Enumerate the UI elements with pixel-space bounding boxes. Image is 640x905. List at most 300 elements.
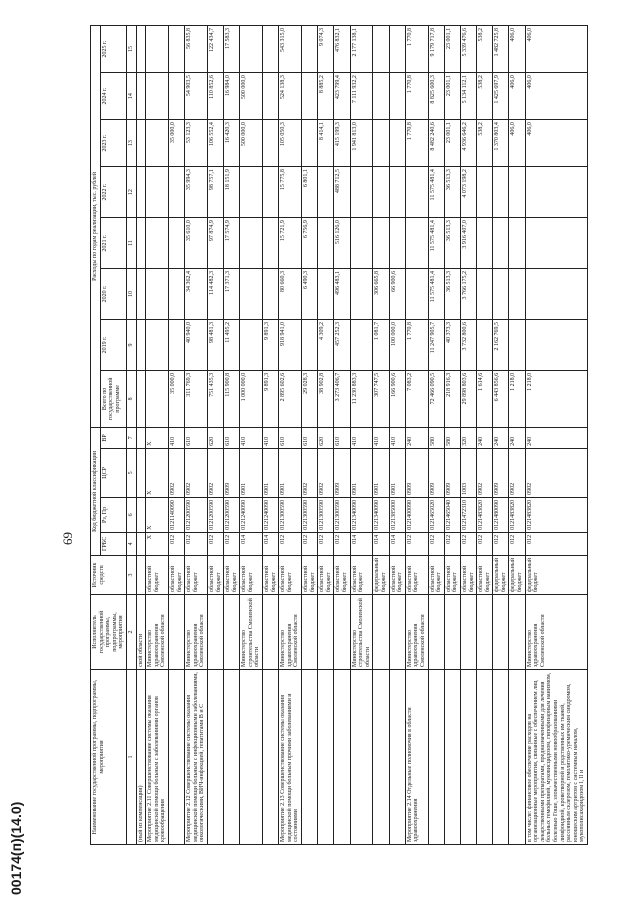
row-source-cell: областной бюджет [428, 555, 444, 594]
row-grbs-cell: 014 [263, 532, 279, 555]
row-year-cell: 6 490,3 [302, 269, 318, 320]
row-total-cell: 1 218,0 [509, 370, 525, 427]
row-vr-cell: 240 [405, 427, 428, 448]
column-number: 13 [126, 120, 136, 167]
row-total-cell: 115 900,8 [224, 370, 240, 427]
row-year-cell: 35 994,3 [185, 167, 208, 218]
row-year-cell: 98 757,1 [207, 167, 223, 218]
row-vr-cell: 620 [207, 427, 223, 448]
row-total-cell: 1 218,0 [525, 370, 587, 427]
row-rzpr-cell: 0902 [525, 448, 587, 497]
row-year-cell: 36 513,3 [444, 218, 460, 269]
row-name-cell: (ный из компенсации) [136, 670, 146, 845]
row-year-cell: 11 247 905,7 [428, 319, 444, 370]
row-total-cell: 3 273 406,7 [334, 370, 350, 427]
column-number: 12 [126, 167, 136, 218]
row-name-cell [168, 670, 184, 845]
budget-table [90, 25, 588, 845]
row-total-cell: 307 747,5 [373, 370, 389, 427]
column-number-row [126, 26, 136, 845]
row-vr-cell: 410 [389, 427, 405, 448]
row-rzpr-cell: 0909 [428, 448, 444, 497]
row-year-cell [350, 269, 373, 320]
row-executor-cell [263, 595, 279, 670]
row-year-cell [263, 167, 279, 218]
row-year-cell [493, 167, 509, 218]
row-year-cell [263, 73, 279, 120]
row-year-cell: 3 766 175,2 [460, 269, 476, 320]
row-year-cell [509, 319, 525, 370]
row-year-cell [350, 218, 373, 269]
row-year-cell [240, 319, 263, 370]
row-year-cell: 36 513,3 [444, 167, 460, 218]
row-grbs-cell [136, 532, 146, 555]
row-csr-cell: 0121140090 [168, 497, 184, 532]
row-year-cell [318, 218, 334, 269]
row-year-cell: 2 162 769,5 [493, 319, 509, 370]
row-grbs-cell: 014 [350, 532, 373, 555]
row-source-cell: областной бюджет [444, 555, 460, 594]
row-name-cell: в том числе: финансовое обеспечение расходов на организационные мероприятия, связанные с обеспечением лиц лекарственными препаратами, предназначенными для лечения больных гемофилией, муковисцидозом, гипофизарным нанизмом, болезнью Гоше, злокачественными новообразованиями лимфоидной, кроветворной и родственных им тканей, рассеянным склерозом, гемолитико-уремическим синдромом, юношеским артритом с системным началом, мукополисахаридозом I, II и [525, 670, 587, 845]
row-year-cell: 100 000,0 [389, 319, 405, 370]
row-year-cell: 4 936 646,2 [460, 120, 476, 167]
row-vr-cell: 410 [240, 427, 263, 448]
row-executor-cell: Министерство строительства Смоленской области [350, 595, 373, 670]
row-executor-cell [334, 595, 350, 670]
row-year-cell: 5 134 112,1 [460, 73, 476, 120]
row-year-cell [146, 218, 169, 269]
row-name-cell [240, 670, 263, 845]
row-year-cell: 1 482 725,8 [493, 26, 509, 73]
document-page [30, 28, 610, 845]
row-rzpr-cell: 0901 [240, 448, 263, 497]
row-csr-cell: 0121483820 [477, 497, 493, 532]
document-code: 00174(п)(14.0) [8, 801, 24, 895]
row-year-cell: 6 756,9 [302, 218, 318, 269]
table-row [334, 26, 350, 845]
row-year-cell [168, 26, 184, 73]
row-year-cell: 496 483,1 [334, 269, 350, 320]
row-vr-cell: 410 [350, 427, 373, 448]
row-grbs-cell: 012 [493, 532, 509, 555]
row-year-cell: 54 903,5 [185, 73, 208, 120]
row-year-cell: 9 179 717,8 [428, 26, 444, 73]
row-year-cell [373, 218, 389, 269]
row-source-cell [136, 555, 146, 594]
row-year-cell: 500 000,0 [240, 73, 263, 120]
row-total-cell: 9 891,3 [263, 370, 279, 427]
row-year-cell [318, 167, 334, 218]
table-row [279, 26, 302, 845]
table-row [185, 26, 208, 845]
row-year-cell [240, 218, 263, 269]
row-executor-cell [373, 595, 389, 670]
row-year-cell [493, 218, 509, 269]
row-year-cell: 40 940,0 [185, 319, 208, 370]
row-name-cell [373, 670, 389, 845]
row-year-cell: 35 000,0 [168, 120, 184, 167]
row-total-cell: 1 614,6 [477, 370, 493, 427]
row-executor-cell [207, 595, 223, 670]
table-row [405, 26, 428, 845]
column-number: 3 [126, 555, 136, 594]
header-year: 2021 г. [100, 218, 126, 269]
row-name-cell: Мероприятие 2.12 Совершенствование системы оказания медицинской помощи больным с инфекционными заболеваниями, онкологическими, ВИЧ-инфекцией, гепатитами В и С [185, 670, 208, 845]
row-csr-cell: 0121300590 [334, 497, 350, 532]
row-year-cell: 406,0 [525, 26, 587, 73]
row-year-cell: 17 583,3 [224, 26, 240, 73]
row-year-cell [302, 73, 318, 120]
row-rzpr-cell: 0902 [509, 448, 525, 497]
row-year-cell [389, 26, 405, 73]
row-total-cell: 7 083,2 [405, 370, 428, 427]
row-year-cell: 538,2 [477, 120, 493, 167]
row-grbs-cell: 012 [318, 532, 334, 555]
row-year-cell: 15 721,9 [279, 218, 302, 269]
header-year: 2020 г. [100, 269, 126, 320]
row-year-cell: 9 891,3 [263, 319, 279, 370]
row-year-cell: 3 916 407,0 [460, 218, 476, 269]
row-total-cell: 29 028,3 [302, 370, 318, 427]
row-rzpr-cell: 0902 [318, 448, 334, 497]
row-name-cell: Мероприятие 2.11 Совершенствование системы оказания медицинской помощи больным с заболеваниями органов кровообращения [146, 670, 169, 845]
row-executor-cell [428, 595, 444, 670]
row-year-cell: 15 775,8 [279, 167, 302, 218]
row-year-cell: 1 770,8 [405, 73, 428, 120]
row-grbs-cell: 012 [302, 532, 318, 555]
table-row [477, 26, 493, 845]
row-year-cell: 7 111 932,2 [350, 73, 373, 120]
row-year-cell: 406,0 [509, 73, 525, 120]
row-csr-cell: 0121200590 [185, 497, 208, 532]
row-vr-cell: 240 [509, 427, 525, 448]
row-vr-cell: Х [146, 427, 169, 448]
row-csr-cell: 0121465020 [428, 497, 444, 532]
row-year-cell: 406,0 [509, 26, 525, 73]
row-year-cell [136, 218, 146, 269]
row-total-cell: 29 898 803,6 [460, 370, 476, 427]
row-source-cell: областной бюджет [460, 555, 476, 594]
row-executor-cell [224, 595, 240, 670]
row-source-cell: областной бюджет [168, 555, 184, 594]
row-executor-cell: ской области [136, 595, 146, 670]
row-year-cell: 16 420,3 [224, 120, 240, 167]
table-row [263, 26, 279, 845]
row-total-cell: 311 769,3 [185, 370, 208, 427]
row-executor-cell: Министерство здравоохранения Смоленской области [405, 595, 428, 670]
header-year: 2019 г. [100, 319, 126, 370]
table-row [224, 26, 240, 845]
row-name-cell [493, 670, 509, 845]
table-row [207, 26, 223, 845]
row-year-cell: 8 414,1 [318, 120, 334, 167]
row-year-cell [146, 319, 169, 370]
row-executor-cell [493, 595, 509, 670]
row-name-cell [428, 670, 444, 845]
row-vr-cell: 320 [460, 427, 476, 448]
row-csr-cell: 0121300590 [279, 497, 302, 532]
row-year-cell [146, 269, 169, 320]
row-year-cell [509, 218, 525, 269]
row-year-cell [389, 218, 405, 269]
row-vr-cell: 240 [525, 427, 587, 448]
row-year-cell [373, 73, 389, 120]
row-rzpr-cell: 0902 [207, 448, 223, 497]
row-executor-cell [509, 595, 525, 670]
row-rzpr-cell: 0902 [302, 448, 318, 497]
row-total-cell: 11 230 883,3 [350, 370, 373, 427]
row-year-cell [263, 26, 279, 73]
table-row [136, 26, 146, 845]
row-name-cell [318, 670, 334, 845]
row-year-cell: 423 799,4 [334, 73, 350, 120]
row-source-cell: областной бюджет [302, 555, 318, 594]
row-executor-cell: Министерство здравоохранения Смоленской области [185, 595, 208, 670]
row-name-cell [477, 670, 493, 845]
row-year-cell: 17 371,3 [224, 269, 240, 320]
row-year-cell: 16 984,0 [224, 73, 240, 120]
row-name-cell [207, 670, 223, 845]
table-row [525, 26, 587, 845]
row-executor-cell [444, 595, 460, 670]
row-name-cell [224, 670, 240, 845]
row-year-cell [509, 167, 525, 218]
table-row [493, 26, 509, 845]
column-number: 5 [126, 448, 136, 497]
header-rzpr: Рз, Пр [100, 497, 126, 532]
row-total-cell: 2 895 602,6 [279, 370, 302, 427]
row-csr-cell: 0121340090 [350, 497, 373, 532]
header-source: Источник средств [91, 555, 127, 594]
row-year-cell [405, 218, 428, 269]
table-body [136, 26, 587, 845]
row-csr-cell: 0121240090 [240, 497, 263, 532]
row-total-cell: 6 443 856,6 [493, 370, 509, 427]
row-vr-cell: 580 [428, 427, 444, 448]
column-number: 14 [126, 73, 136, 120]
row-year-cell [477, 167, 493, 218]
row-year-cell [477, 218, 493, 269]
page-number: 69 [60, 532, 75, 545]
row-vr-cell: 620 [318, 427, 334, 448]
row-year-cell: 36 513,3 [444, 269, 460, 320]
table-row [168, 26, 184, 845]
row-grbs-cell: 014 [389, 532, 405, 555]
row-rzpr-cell: 0901 [350, 448, 373, 497]
row-year-cell: 543 315,0 [279, 26, 302, 73]
row-total-cell [146, 370, 169, 427]
column-number: 11 [126, 218, 136, 269]
row-year-cell [263, 269, 279, 320]
row-rzpr-cell: 0909 [224, 448, 240, 497]
row-source-cell: областной бюджет [350, 555, 373, 594]
header-csr: ЦСР [100, 448, 126, 497]
row-csr-cell: 0121400090 [405, 497, 428, 532]
row-year-cell [136, 319, 146, 370]
row-vr-cell: 610 [279, 427, 302, 448]
row-total-cell: 166 900,6 [389, 370, 405, 427]
row-csr-cell: 0121480090 [493, 497, 509, 532]
row-source-cell: областной бюджет [240, 555, 263, 594]
row-year-cell: 516 126,0 [334, 218, 350, 269]
header-name: Наименование государственной программы, подпрограммы, мероприятия [91, 670, 127, 845]
row-grbs-cell: 012 [525, 532, 587, 555]
row-year-cell [525, 167, 587, 218]
column-number: 8 [126, 370, 136, 427]
row-source-cell: областной бюджет [185, 555, 208, 594]
row-vr-cell [136, 427, 146, 448]
table-row [146, 26, 169, 845]
row-year-cell [136, 167, 146, 218]
row-year-cell [136, 269, 146, 320]
row-executor-cell [168, 595, 184, 670]
row-grbs-cell: 012 [509, 532, 525, 555]
row-year-cell [389, 120, 405, 167]
header-year: 2022 г. [100, 167, 126, 218]
row-year-cell: 11 575 481,4 [428, 167, 444, 218]
row-name-cell: Мероприятие 2.13 Совершенствование системы оказания медицинской помощи больным прочими заболеваниями и состояниями [279, 670, 302, 845]
row-rzpr-cell: 0902 [477, 448, 493, 497]
row-vr-cell: 240 [493, 427, 509, 448]
row-year-cell [168, 167, 184, 218]
row-grbs-cell: 012 [444, 532, 460, 555]
column-number: 15 [126, 26, 136, 73]
row-rzpr-cell: 0909 [405, 448, 428, 497]
table-row [460, 26, 476, 845]
row-year-cell [405, 167, 428, 218]
row-grbs-cell: Х [146, 532, 169, 555]
row-year-cell: 457 252,3 [334, 319, 350, 370]
row-vr-cell: 610 [302, 427, 318, 448]
row-name-cell: Мероприятие 2.14 Отдельные полномочия в области здравоохранения [405, 670, 428, 845]
table-row [444, 26, 460, 845]
row-total-cell: 38 902,8 [318, 370, 334, 427]
row-rzpr-cell: 0909 [444, 448, 460, 497]
row-source-cell: областной бюджет [263, 555, 279, 594]
row-year-cell: 53 123,3 [185, 120, 208, 167]
row-csr-cell: 0121465040 [444, 497, 460, 532]
row-grbs-cell: 012 [279, 532, 302, 555]
row-year-cell: 122 434,7 [207, 26, 223, 73]
row-year-cell: 6 801,1 [302, 167, 318, 218]
row-year-cell [136, 26, 146, 73]
row-year-cell [302, 26, 318, 73]
row-rzpr-cell: 0909 [334, 448, 350, 497]
row-year-cell [373, 26, 389, 73]
row-total-cell: 751 435,3 [207, 370, 223, 427]
row-year-cell [525, 269, 587, 320]
table-row [240, 26, 263, 845]
row-rzpr-cell: 0901 [263, 448, 279, 497]
row-name-cell [334, 670, 350, 845]
row-year-cell: 98 481,3 [207, 319, 223, 370]
row-year-cell: 106 552,4 [207, 120, 223, 167]
row-year-cell: 23 001,1 [444, 120, 460, 167]
row-year-cell: 488 712,5 [334, 167, 350, 218]
row-name-cell [509, 670, 525, 845]
row-grbs-cell: 014 [240, 532, 263, 555]
row-year-cell: 17 574,9 [224, 218, 240, 269]
row-vr-cell: 610 [334, 427, 350, 448]
row-grbs-cell: 012 [405, 532, 428, 555]
row-year-cell: 476 832,1 [334, 26, 350, 73]
row-year-cell [477, 319, 493, 370]
row-name-cell [263, 670, 279, 845]
row-csr-cell: 0121200590 [207, 497, 223, 532]
header-grbs: ГРБС [100, 532, 126, 555]
row-source-cell: областной бюджет [224, 555, 240, 594]
row-vr-cell: 410 [168, 427, 184, 448]
row-vr-cell: 580 [444, 427, 460, 448]
row-grbs-cell: 012 [460, 532, 476, 555]
row-csr-cell: 0121200590 [224, 497, 240, 532]
row-rzpr-cell [136, 448, 146, 497]
row-executor-cell [389, 595, 405, 670]
row-vr-cell: 610 [224, 427, 240, 448]
row-year-cell: 110 852,6 [207, 73, 223, 120]
row-source-cell: областной бюджет [279, 555, 302, 594]
row-total-cell: 35 000,0 [168, 370, 184, 427]
row-year-cell [477, 269, 493, 320]
row-year-cell [525, 319, 587, 370]
column-number: 4 [126, 532, 136, 555]
row-year-cell [263, 120, 279, 167]
row-year-cell: 538,2 [477, 26, 493, 73]
table-row [318, 26, 334, 845]
row-vr-cell: 240 [477, 427, 493, 448]
row-year-cell: 524 138,3 [279, 73, 302, 120]
row-year-cell [493, 269, 509, 320]
row-source-cell: областной бюджет [318, 555, 334, 594]
row-year-cell: 538,2 [477, 73, 493, 120]
row-year-cell [168, 73, 184, 120]
row-source-cell: областной бюджет [334, 555, 350, 594]
row-vr-cell: 410 [263, 427, 279, 448]
row-name-cell [389, 670, 405, 845]
row-source-cell: областной бюджет [477, 555, 493, 594]
row-year-cell: 8 885,2 [318, 73, 334, 120]
row-grbs-cell: 012 [428, 532, 444, 555]
row-year-cell: 11 575 481,4 [428, 269, 444, 320]
column-number: 9 [126, 319, 136, 370]
row-year-cell: 80 660,3 [279, 269, 302, 320]
column-number: 1 [126, 670, 136, 845]
row-year-cell: 34 362,4 [185, 269, 208, 320]
row-year-cell: 23 001,1 [444, 73, 460, 120]
row-year-cell: 406,0 [525, 120, 587, 167]
row-year-cell: 4 309,2 [318, 319, 334, 370]
row-rzpr-cell: 0902 [168, 448, 184, 497]
row-source-cell: федеральный бюджет [525, 555, 587, 594]
row-year-cell: 56 835,8 [185, 26, 208, 73]
table-row [428, 26, 444, 845]
row-rzpr-cell: 1003 [460, 448, 476, 497]
row-year-cell [240, 26, 263, 73]
row-name-cell [460, 670, 476, 845]
table-row [373, 26, 389, 845]
row-year-cell: 1 770,8 [405, 26, 428, 73]
row-executor-cell: Министерство здравоохранения Смоленской области [525, 595, 587, 670]
row-year-cell [525, 218, 587, 269]
row-year-cell: 918 941,0 [279, 319, 302, 370]
row-total-cell: 72 466 090,5 [428, 370, 444, 427]
row-year-cell: 1 370 803,4 [493, 120, 509, 167]
row-year-cell: 1 941 813,0 [350, 120, 373, 167]
row-year-cell: 8 825 600,3 [428, 73, 444, 120]
row-executor-cell [460, 595, 476, 670]
row-total-cell: 1 000 000,0 [240, 370, 263, 427]
row-year-cell [240, 269, 263, 320]
